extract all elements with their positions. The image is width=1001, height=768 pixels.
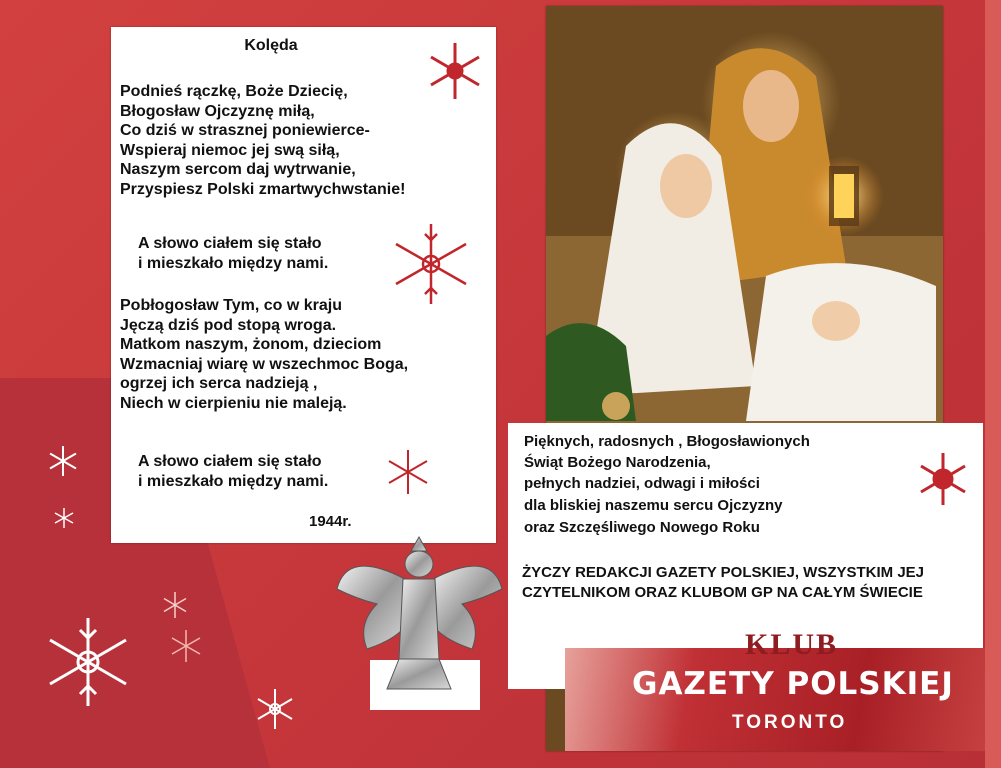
poem-line: Matkom naszym, żonom, dzieciom: [120, 336, 382, 353]
snowflake-icon: [52, 506, 76, 530]
greeting-line: oraz Szczęśliwego Nowego Roku: [524, 519, 760, 536]
poem-line: Wspieraj niemoc jej swą siłą,: [120, 141, 340, 159]
poem-title: Kolęda: [244, 37, 298, 54]
poem-refrain-2: [138, 452, 328, 491]
snowflake-icon: [160, 590, 190, 620]
poem-line: Przyspiesz Polski zmartwychwstanie!: [120, 180, 406, 198]
poem-line: i mieszkało między nami.: [138, 254, 329, 272]
poem-line: Błogosław Ojczyznę miłą,: [120, 102, 315, 120]
poem-line: Co dziś w strasznej poniewierce-: [120, 122, 370, 139]
poem-line: Wzmacniaj wiarę w wszechmoc Boga,: [120, 355, 409, 373]
snowflake-icon: [383, 447, 433, 497]
poem-line: Jęczą dziś pod stopą wroga.: [120, 316, 337, 334]
greeting-wish: ŻYCZY REDAKCJI GAZETY POLSKIEJ, WSZYSTKIM JEJ CZYTELNIKOM ORAZ KLUBOM GP NA CAŁYM ŚWIECIE: [522, 564, 925, 601]
poem-line: Naszym sercom daj wytrwanie,: [120, 161, 356, 178]
snowflake-icon: [913, 449, 973, 509]
poem-line: Pobłogosław Tym, co w kraju: [120, 297, 342, 314]
poem-line: Niech w cierpieniu nie maleją.: [120, 394, 347, 412]
snowflake-icon: [386, 219, 476, 309]
snowflake-icon: [40, 614, 136, 710]
poem-year: 1944r.: [309, 513, 352, 530]
greeting-line: pełnych nadziei, odwagi i miłości: [524, 475, 760, 492]
poem-line: A słowo ciałem się stało: [138, 453, 322, 470]
logo-city: TORONTO: [732, 712, 848, 733]
poem-line: Podnieś rączkę, Boże Dziecię,: [120, 83, 348, 100]
greeting-line: dla bliskiej naszemu sercu Ojczyzny: [524, 497, 783, 514]
logo-klub: KLUB: [745, 628, 839, 661]
snowflake-icon: [46, 444, 80, 478]
poem-refrain-1: [138, 234, 328, 273]
poem-line: A słowo ciałem się stało: [138, 235, 322, 252]
poem-line: ogrzej ich serca nadzieją ,: [120, 375, 318, 392]
greeting-line: Pięknych, radosnych , Błogosławionych: [524, 433, 810, 450]
poem-stanza-1: [120, 82, 405, 199]
polish-eagle-icon: [327, 529, 512, 697]
snowflake-icon: [168, 628, 204, 664]
greeting-line: Świąt Bożego Narodzenia,: [524, 454, 711, 471]
snowflake-icon: [252, 686, 298, 732]
poem-stanza-2: [120, 296, 408, 413]
logo-gazety: GAZETY POLSKIEJ: [632, 666, 954, 702]
snowflake-icon: [423, 39, 487, 103]
poem-card: [111, 27, 496, 543]
card-edge: [985, 0, 1001, 768]
poem-line: i mieszkało między nami.: [138, 472, 329, 490]
